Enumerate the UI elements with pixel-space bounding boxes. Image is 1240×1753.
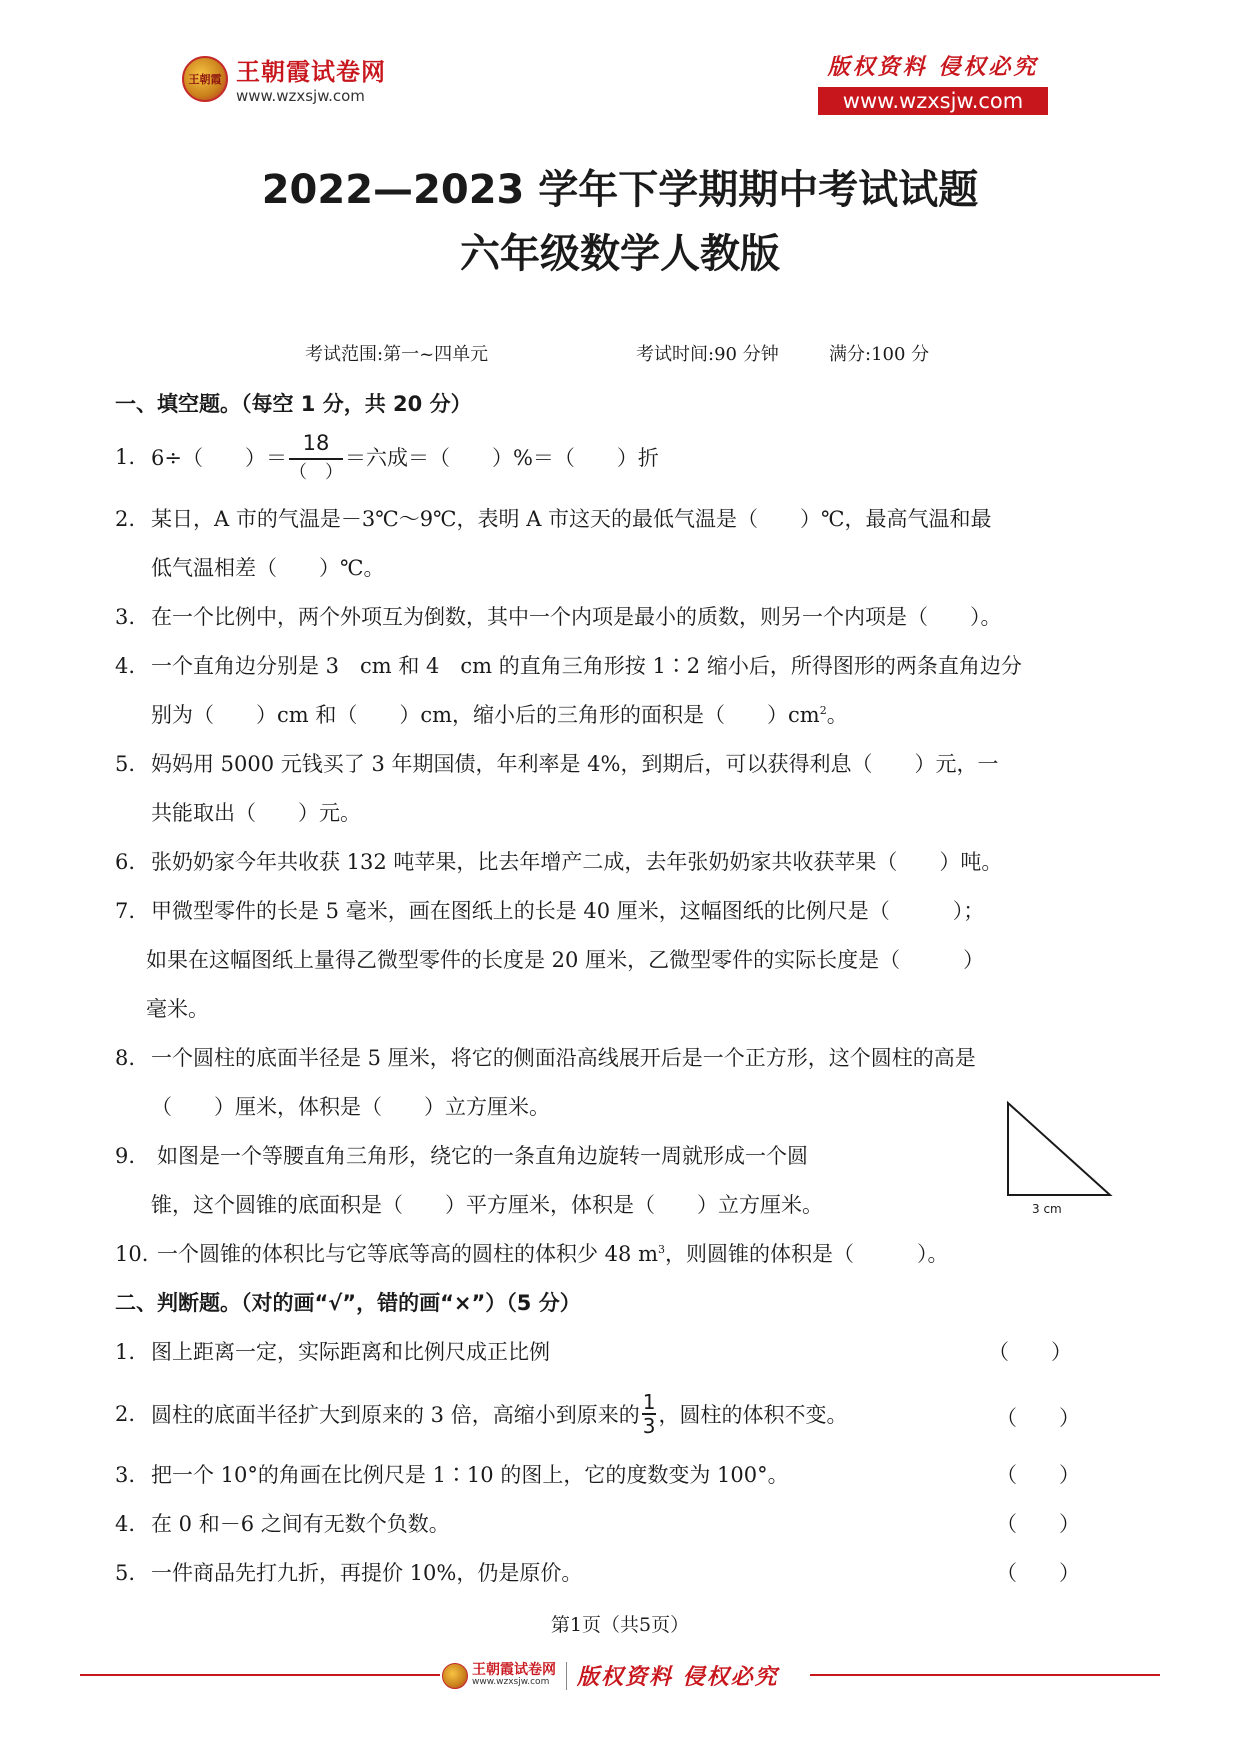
question-number: 2. bbox=[115, 507, 136, 531]
page-title-line2: 六年级数学人教版 bbox=[460, 231, 780, 277]
question-8-line2: （ ）厘米，体积是（ ）立方厘米。 bbox=[151, 1095, 550, 1119]
exam-time: 考试时间:90 分钟 bbox=[636, 344, 779, 365]
fraction-numerator: 1 bbox=[642, 1390, 656, 1414]
question-4-line2 bbox=[151, 699, 848, 729]
brand-url: www.wzxsjw.com bbox=[236, 87, 365, 105]
fraction-denominator: （ ） bbox=[288, 462, 343, 483]
page-title-line1: 2022—2023 学年下学期期中考试试题 bbox=[261, 167, 979, 213]
header-copyright bbox=[818, 50, 1048, 115]
question-number: 5. bbox=[115, 1561, 136, 1585]
judge-item-4 bbox=[115, 1508, 450, 1538]
header-logo bbox=[182, 52, 386, 105]
question-4 bbox=[115, 650, 1022, 680]
question-text: ＝六成＝（ ）%＝（ ）折 bbox=[344, 446, 659, 470]
question-3 bbox=[115, 601, 1002, 631]
logo-emblem-icon bbox=[182, 56, 228, 102]
fraction-denominator: 3 bbox=[642, 1414, 656, 1438]
question-number: 9. bbox=[115, 1144, 136, 1168]
question-number: 8. bbox=[115, 1046, 136, 1070]
exam-scope: 考试范围:第一~四单元 bbox=[305, 344, 489, 365]
question-2-line2: 低气温相差（ ）℃。 bbox=[151, 556, 385, 580]
question-number: 4. bbox=[115, 1512, 136, 1536]
question-number: 2. bbox=[115, 1402, 136, 1426]
question-text: 一个直角边分别是 3 cm 和 4 cm 的直角三角形按 1∶2 缩小后，所得图形的两条直角边分 bbox=[151, 654, 1022, 678]
question-7 bbox=[115, 895, 984, 925]
question-number: 6. bbox=[115, 850, 136, 874]
answer-parens: （ ） bbox=[996, 1406, 1080, 1430]
footer-separator bbox=[566, 1662, 567, 1690]
exam-score: 满分:100 分 bbox=[829, 344, 930, 365]
question-5 bbox=[115, 748, 999, 778]
fraction bbox=[289, 428, 343, 486]
judge-item-1 bbox=[115, 1336, 550, 1366]
question-text: 把一个 10°的角画在比例尺是 1∶10 的图上，它的度数变为 100°。 bbox=[151, 1463, 789, 1487]
answer-parens: （ ） bbox=[988, 1340, 1072, 1364]
triangle-side-label: 3 cm bbox=[1032, 1202, 1062, 1215]
superscript: 3 bbox=[657, 1243, 665, 1256]
question-number: 3. bbox=[115, 605, 136, 629]
footer-brand-name: 王朝霞试卷网 bbox=[472, 1661, 556, 1678]
page-number: 第1页（共5页） bbox=[550, 1614, 690, 1636]
question-text: 一个圆锥的体积比与它等底等高的圆柱的体积少 48 m bbox=[157, 1242, 658, 1266]
copyright-notice: 版权资料 侵权必究 bbox=[827, 54, 1039, 80]
section1-heading: 一、填空题。（每空 1 分，共 20 分） bbox=[115, 392, 472, 416]
question-text: 在一个比例中，两个外项互为倒数，其中一个内项是最小的质数，则另一个内项是（ ）。 bbox=[151, 605, 1002, 629]
question-8 bbox=[115, 1042, 976, 1072]
triangle-figure bbox=[1000, 1095, 1120, 1215]
section2-heading: 二、判断题。（对的画“√”，错的画“×”）（5 分） bbox=[115, 1291, 581, 1315]
question-text: ，则圆锥的体积是（ ）。 bbox=[664, 1242, 949, 1266]
superscript: 2 bbox=[819, 704, 827, 717]
question-text: 妈妈用 5000 元钱买了 3 年期国债，年利率是 4%，到期后，可以获得利息（ ）元，一 bbox=[151, 752, 999, 776]
question-text: 如图是一个等腰直角三角形，绕它的一条直角边旋转一周就形成一个圆 bbox=[157, 1144, 808, 1168]
question-text: 在 0 和－6 之间有无数个负数。 bbox=[151, 1512, 450, 1536]
question-text: 6÷（ ）＝ bbox=[151, 446, 287, 470]
footer-divider-right bbox=[810, 1674, 1160, 1676]
fraction-numerator: 18 bbox=[289, 428, 343, 460]
footer-brand bbox=[442, 1660, 779, 1691]
answer-parens: （ ） bbox=[996, 1512, 1080, 1536]
question-text: 甲微型零件的长是 5 毫米，画在图纸上的长是 40 厘米，这幅图纸的比例尺是（ ）； bbox=[151, 899, 985, 923]
question-number: 5. bbox=[115, 752, 136, 776]
question-9-line2: 锥，这个圆锥的底面积是（ ）平方厘米，体积是（ ）立方厘米。 bbox=[151, 1193, 823, 1217]
fraction bbox=[642, 1391, 657, 1437]
question-number: 10. bbox=[115, 1242, 149, 1266]
question-number: 3. bbox=[115, 1463, 136, 1487]
question-10 bbox=[115, 1238, 948, 1268]
question-text: 别为（ ）cm 和（ ）cm，缩小后的三角形的面积是（ ）cm bbox=[151, 703, 820, 727]
question-text: 。 bbox=[826, 703, 848, 727]
question-9 bbox=[115, 1140, 808, 1170]
judge-item-3 bbox=[115, 1459, 789, 1489]
answer-parens: （ ） bbox=[996, 1561, 1080, 1585]
question-1 bbox=[115, 428, 659, 486]
question-7-line3: 毫米。 bbox=[146, 997, 209, 1021]
question-7-line2: 如果在这幅图纸上量得乙微型零件的长度是 20 厘米，乙微型零件的实际长度是（ ） bbox=[146, 948, 985, 972]
question-text: 图上距离一定，实际距离和比例尺成正比例 bbox=[151, 1340, 550, 1364]
judge-item-5 bbox=[115, 1557, 582, 1587]
footer-divider-left bbox=[80, 1674, 440, 1676]
question-text: 一件商品先打九折，再提价 10%，仍是原价。 bbox=[151, 1561, 583, 1585]
question-text: 某日，A 市的气温是－3℃～9℃，表明 A 市这天的最低气温是（ ）℃，最高气温和最 bbox=[151, 507, 992, 531]
question-2 bbox=[115, 503, 992, 533]
question-number: 7. bbox=[115, 899, 136, 923]
logo-emblem-text: 王朝霞 bbox=[188, 72, 222, 86]
answer-parens: （ ） bbox=[996, 1463, 1080, 1487]
footer-copyright: 版权资料 侵权必究 bbox=[577, 1664, 779, 1690]
question-text: 张奶奶家今年共收获 132 吨苹果，比去年增产二成，去年张奶奶家共收获苹果（ ）吨。 bbox=[151, 850, 1003, 874]
question-number: 1. bbox=[115, 1340, 136, 1364]
question-number: 1. bbox=[115, 445, 136, 469]
copyright-url: www.wzxsjw.com bbox=[818, 87, 1048, 115]
question-5-line2: 共能取出（ ）元。 bbox=[151, 801, 361, 825]
judge-item-2 bbox=[115, 1391, 847, 1437]
footer-logo-icon bbox=[442, 1663, 468, 1689]
brand-name: 王朝霞试卷网 bbox=[236, 58, 386, 86]
question-text: 一个圆柱的底面半径是 5 厘米，将它的侧面沿高线展开后是一个正方形，这个圆柱的高是 bbox=[151, 1046, 976, 1070]
question-6 bbox=[115, 846, 1002, 876]
question-text: 圆柱的底面半径扩大到原来的 3 倍，高缩小到原来的 bbox=[151, 1403, 640, 1427]
isosceles-right-triangle bbox=[1008, 1103, 1110, 1195]
footer-brand-url: www.wzxsjw.com bbox=[472, 1677, 550, 1688]
question-text: ，圆柱的体积不变。 bbox=[658, 1403, 848, 1427]
question-number: 4. bbox=[115, 654, 136, 678]
